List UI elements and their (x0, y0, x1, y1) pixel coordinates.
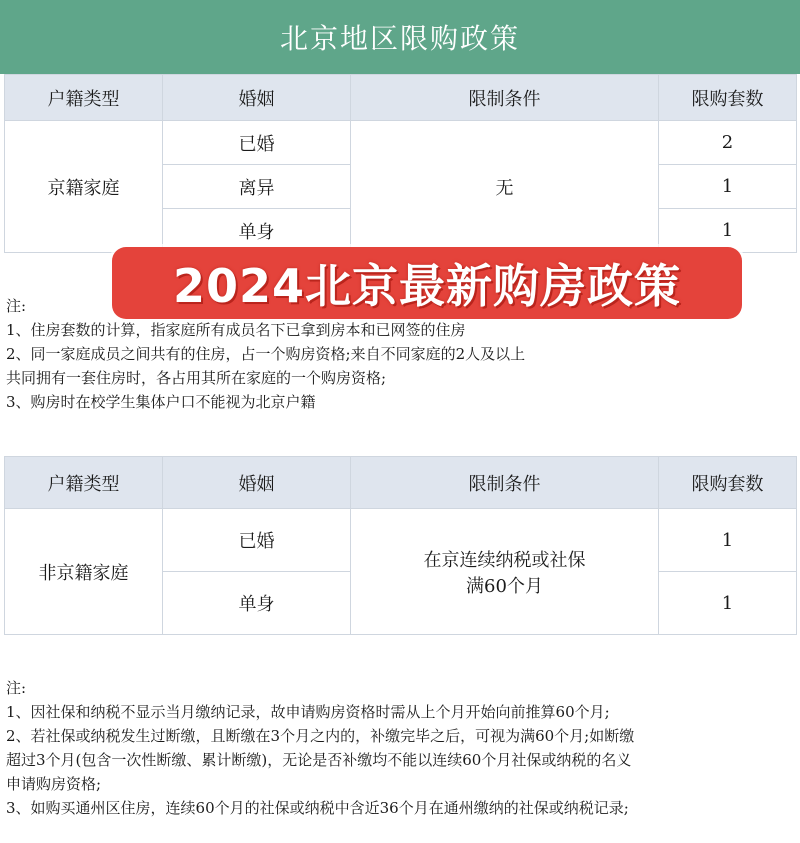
note-heading: 注: (6, 679, 27, 697)
household-type-cell: 京籍家庭 (5, 121, 163, 253)
condition-line: 满60个月 (466, 575, 543, 597)
marriage-cell: 已婚 (163, 121, 351, 165)
note-line: 1、住房套数的计算，指家庭所有成员名下已拿到房本和已网签的住房 (6, 321, 466, 339)
table-header-row (5, 457, 797, 509)
marriage-cell: 单身 (163, 572, 351, 635)
count-cell: 1 (659, 209, 797, 253)
notes-non-beijing (6, 676, 796, 820)
header-household-type: 户籍类型 (5, 75, 163, 121)
marriage-cell: 离异 (163, 165, 351, 209)
condition-cell (351, 509, 659, 635)
marriage-cell: 单身 (163, 209, 351, 253)
header-limit-count: 限购套数 (659, 75, 797, 121)
table-header-row (5, 75, 797, 121)
non-beijing-household-table (4, 456, 797, 635)
note-line: 3、购房时在校学生集体户口不能视为北京户籍 (6, 393, 316, 411)
count-cell: 2 (659, 121, 797, 165)
condition-line: 在京连续纳税或社保 (423, 549, 586, 571)
beijing-household-table (4, 74, 797, 253)
note-line: 申请购房资格; (6, 775, 102, 793)
marriage-cell: 已婚 (163, 509, 351, 572)
count-cell: 1 (659, 572, 797, 635)
count-cell: 1 (659, 509, 797, 572)
banner-text: 2024北京最新购房政策 (172, 259, 682, 313)
condition-cell: 无 (351, 121, 659, 253)
policy-banner (112, 247, 742, 319)
header-marriage: 婚姻 (163, 457, 351, 509)
header-limit-count: 限购套数 (659, 457, 797, 509)
header-condition: 限制条件 (351, 75, 659, 121)
note-line: 3、如购买通州区住房，连续60个月的社保或纳税中含近36个月在通州缴纳的社保或纳税记录; (6, 799, 629, 817)
count-cell: 1 (659, 165, 797, 209)
table-row (5, 509, 797, 572)
table-row (5, 121, 797, 165)
household-type-cell: 非京籍家庭 (5, 509, 163, 635)
note-heading: 注: (6, 297, 27, 315)
header-condition: 限制条件 (351, 457, 659, 509)
header-household-type: 户籍类型 (5, 457, 163, 509)
note-line: 2、同一家庭成员之间共有的住房，占一个购房资格;来自不同家庭的2人及以上 (6, 345, 526, 363)
header-marriage: 婚姻 (163, 75, 351, 121)
note-line: 2、若社保或纳税发生过断缴，且断缴在3个月之内的，补缴完毕之后，可视为满60个月;如断缴 (6, 727, 635, 745)
note-line: 超过3个月(包含一次性断缴、累计断缴)，无论是否补缴均不能以连续60个月社保或纳税的名义 (6, 751, 632, 769)
note-line: 共同拥有一套住房时，各占用其所在家庭的一个购房资格; (6, 369, 387, 387)
page-title: 北京地区限购政策 (0, 0, 800, 74)
note-line: 1、因社保和纳税不显示当月缴纳记录，故申请购房资格时需从上个月开始向前推算60个月; (6, 703, 610, 721)
